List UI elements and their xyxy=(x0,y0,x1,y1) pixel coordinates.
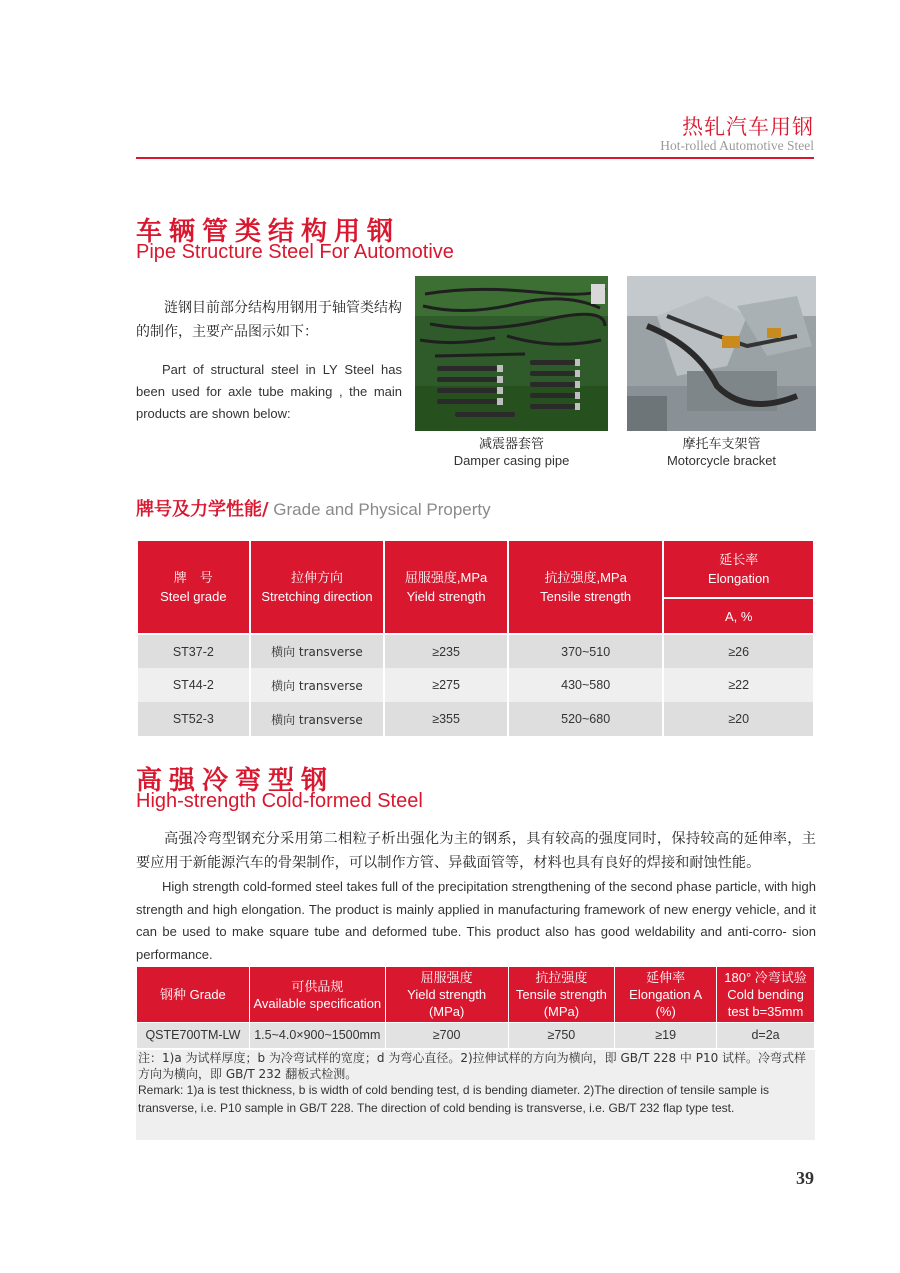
cold-section-title-en: High-strength Cold-formed Steel xyxy=(136,790,423,812)
bracket-caption-en: Motorcycle bracket xyxy=(666,453,777,468)
cold-grade-header: 钢种 Grade xyxy=(137,967,250,1023)
bracket-caption-zh: 摩托车支架管 xyxy=(682,437,761,452)
cold-elongation-cell: ≥19 xyxy=(615,1023,717,1048)
cold-body-zh: 高强冷弯型钢充分采用第二相粒子析出强化为主的钢系，具有较高的强度同时，保持较高的延伸率，主要应用于新能源汽车的骨架制作，可以制作方管、异截面管等，材料也具有良好的焊接和耐蚀性能。 xyxy=(136,831,816,871)
grade-property-table xyxy=(136,539,815,736)
cold-bending-header-zh: 180° 冷弯试验 xyxy=(724,970,807,985)
direction-cell: 横向 transverse xyxy=(250,634,385,668)
pipe-section-title-zh: 车辆管类结构用钢 xyxy=(136,217,401,247)
cold-elongation-header xyxy=(615,967,717,1023)
cold-tensile-unit: (MPa) xyxy=(543,1004,580,1019)
cold-body-en: High strength cold-formed steel takes full of the precipitation strengthening of the second phase particle, with high strength and high elongation. The product is mainly applied in manufacturing framework of new energy vehicle, and it can be used to make square tube and deformed tube. This product also has good weldability and anti-corro- sion performance. xyxy=(136,879,816,962)
elongation-cell: ≥26 xyxy=(663,634,814,668)
running-header-title-en: Hot-rolled Automotive Steel xyxy=(660,138,814,153)
cold-formed-table xyxy=(136,966,815,1048)
pipe-intro-zh: 涟钢目前部分结构用钢用于轴管类结构的制作，主要产品图示如下： xyxy=(136,300,402,340)
tensile-header-zh: 抗拉强度,MPa xyxy=(544,570,627,585)
note-en: Remark: 1)a is test thickness, b is width of cold bending test, d is bending diameter. 2)The direction of tensile sample is transverse, i.e. P10 sample in GB/T 228. The direction of cold bending is transverse, i.e. GB/T 232 flap type test. xyxy=(138,1083,769,1115)
tensile-cell: 430~580 xyxy=(508,668,663,702)
cold-tensile-cell: ≥750 xyxy=(508,1023,615,1048)
cold-bending-header-en: Cold bending xyxy=(727,987,804,1002)
grade-header xyxy=(137,540,250,634)
spec-cell: 1.5~4.0×900~1500mm xyxy=(249,1023,385,1048)
running-header-title-zh: 热轧汽车用钢 xyxy=(682,115,814,139)
tensile-header-en: Tensile strength xyxy=(540,589,632,604)
damper-caption-en: Damper casing pipe xyxy=(453,453,570,468)
table-notes xyxy=(136,1050,815,1140)
direction-cell: 横向 transverse xyxy=(250,702,385,736)
cold-section-title-zh: 高强冷弯型钢 xyxy=(136,766,335,796)
direction-cell: 横向 transverse xyxy=(250,668,385,702)
cold-bending-header xyxy=(717,967,815,1023)
table-row xyxy=(137,1023,815,1048)
table-row xyxy=(137,634,814,668)
yield-cell: ≥275 xyxy=(384,668,508,702)
cold-tensile-header xyxy=(508,967,615,1023)
tensile-header xyxy=(508,540,663,634)
yield-header-en: Yield strength xyxy=(406,589,486,604)
direction-header xyxy=(250,540,385,634)
direction-header-zh: 拉伸方向 xyxy=(290,570,343,585)
elongation-unit-header: A, % xyxy=(663,598,814,634)
table-row xyxy=(137,702,814,736)
damper-caption-zh: 减震器套管 xyxy=(478,437,544,452)
elongation-cell: ≥20 xyxy=(663,702,814,736)
spec-header-zh: 可供品规 xyxy=(291,978,344,994)
grade-heading-en: Grade and Physical Property xyxy=(268,500,491,519)
cold-elongation-unit: (%) xyxy=(655,1004,676,1019)
cold-elongation-header-zh: 延伸率 xyxy=(646,970,686,985)
cold-yield-header xyxy=(385,967,508,1023)
page-number: 39 xyxy=(796,1168,814,1188)
cold-yield-header-zh: 屈服强度 xyxy=(420,970,473,985)
cold-bending-unit: test b=35mm xyxy=(727,1004,804,1019)
pipe-intro-en: Part of structural steel in LY Steel has been used for axle tube making , the main products are shown below: xyxy=(136,362,402,421)
yield-cell: ≥235 xyxy=(384,634,508,668)
spec-header xyxy=(249,967,385,1023)
elongation-header-en: Elongation xyxy=(707,571,770,586)
elongation-cell: ≥22 xyxy=(663,668,814,702)
table-row xyxy=(137,668,814,702)
grade-cell: ST44-2 xyxy=(137,668,250,702)
grade-header-zh: 牌 号 xyxy=(173,570,213,585)
motorcycle-bracket-photo xyxy=(627,276,816,431)
pipe-section-title-en: Pipe Structure Steel For Automotive xyxy=(136,241,454,263)
cold-bending-cell: d=2a xyxy=(717,1023,815,1048)
cold-tensile-header-zh: 抗拉强度 xyxy=(535,970,588,985)
tensile-cell: 520~680 xyxy=(508,702,663,736)
spec-header-en: Available specification xyxy=(253,995,382,1011)
elongation-header-zh: 延长率 xyxy=(719,552,759,567)
grade-heading-zh: 牌号及力学性能/ xyxy=(136,499,269,520)
direction-header-en: Stretching direction xyxy=(261,589,373,604)
grade-section-heading xyxy=(136,495,491,521)
damper-casing-pipe-photo xyxy=(415,276,608,431)
note-zh: 注：1)a 为试样厚度；b 为冷弯试样的宽度；d 为弯心直径。2)拉伸试样的方向为横向，即 GB/T 228 中 P10 试样。冷弯式样方向为横向，即 GB/T 232 翻板式检测。 xyxy=(138,1051,807,1081)
elongation-header xyxy=(663,540,814,598)
tensile-cell: 370~510 xyxy=(508,634,663,668)
cold-yield-cell: ≥700 xyxy=(385,1023,508,1048)
yield-header-zh: 屈服强度,MPa xyxy=(404,570,488,585)
grade-cell: ST37-2 xyxy=(137,634,250,668)
grade-header-en: Steel grade xyxy=(160,589,227,604)
cold-yield-header-en: Yield strength xyxy=(407,987,487,1002)
cold-tensile-header-en: Tensile strength xyxy=(515,987,607,1002)
yield-header xyxy=(384,540,508,634)
cold-yield-unit: (MPa) xyxy=(428,1004,465,1019)
cold-elongation-header-en: Elongation A xyxy=(629,987,703,1002)
yield-cell: ≥355 xyxy=(384,702,508,736)
cold-grade-cell: QSTE700TM-LW xyxy=(137,1023,250,1048)
header-divider xyxy=(136,157,814,159)
grade-cell: ST52-3 xyxy=(137,702,250,736)
